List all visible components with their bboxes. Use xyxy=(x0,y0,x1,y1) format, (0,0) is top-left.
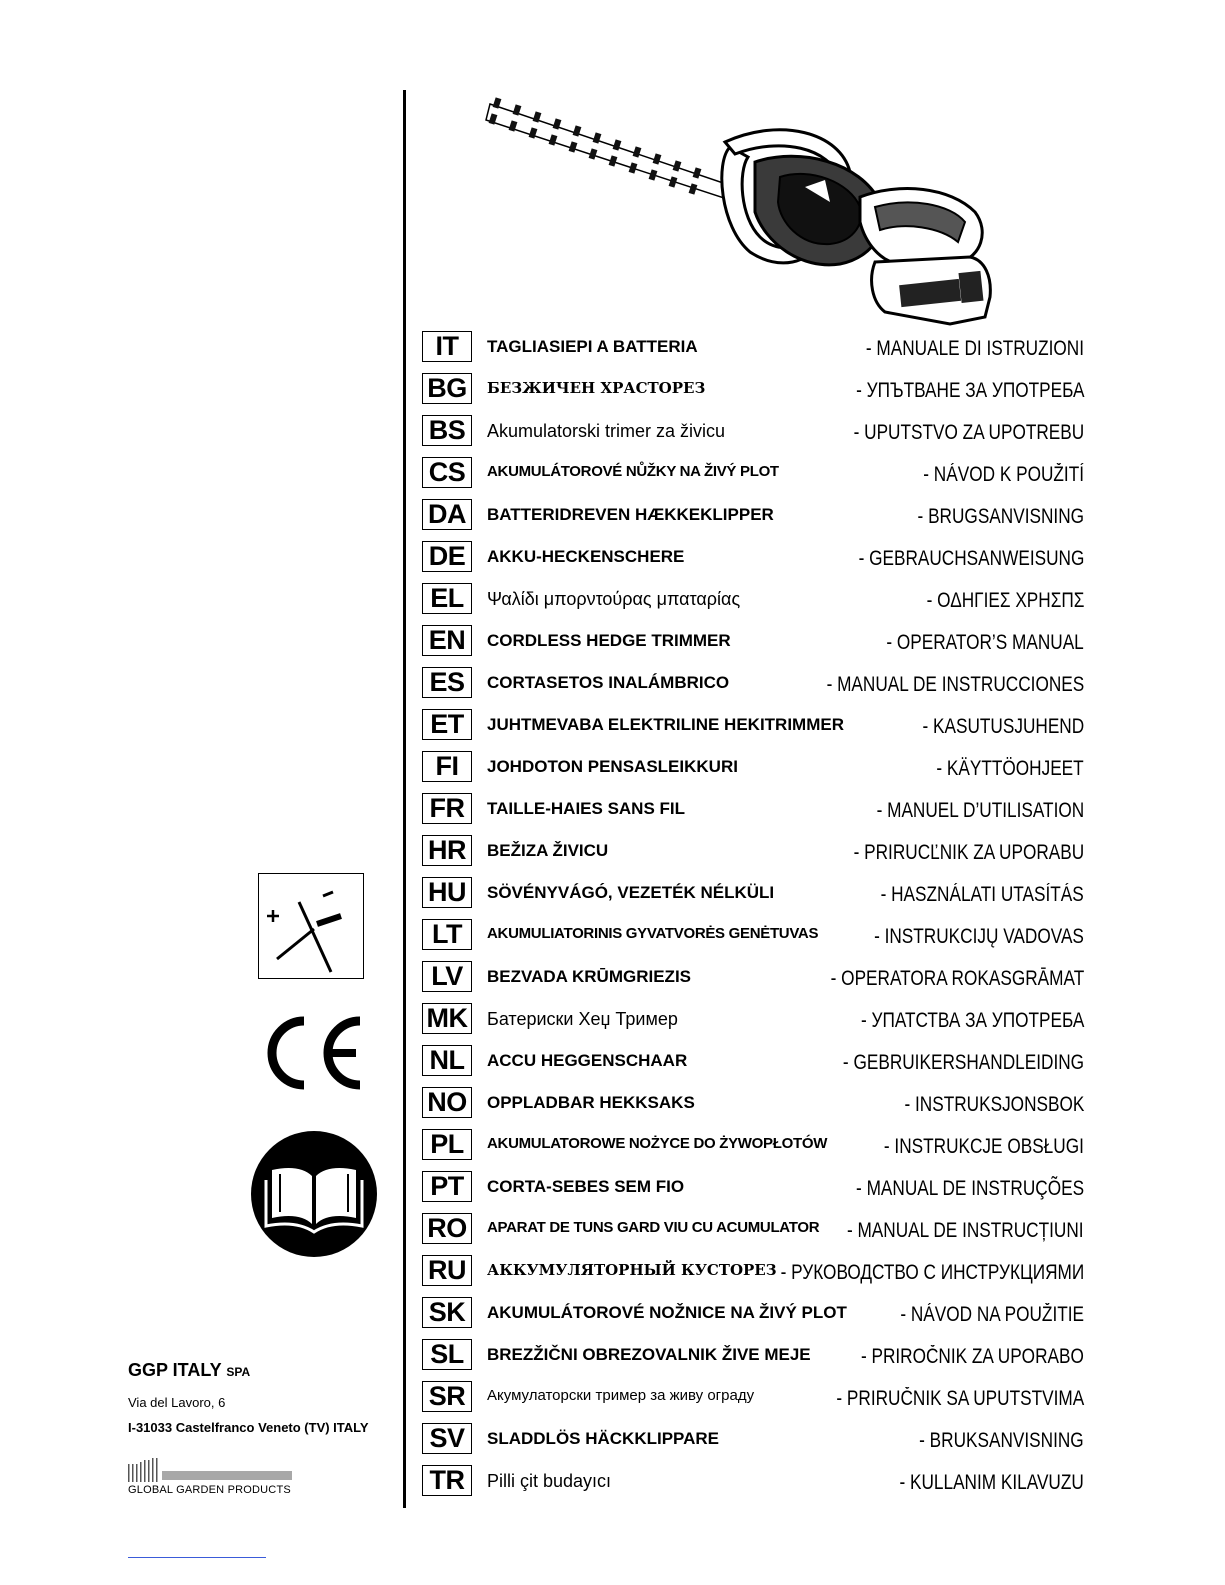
language-code: HR xyxy=(422,835,472,866)
language-row-tr xyxy=(422,1463,1102,1499)
language-row-no xyxy=(422,1085,1102,1121)
manual-title: - KULLANIM KILAVUZU xyxy=(899,1471,1084,1494)
language-code: PT xyxy=(422,1171,472,1202)
product-name: JOHDOTON PENSASLEIKKURI xyxy=(487,757,738,776)
product-name: OPPLADBAR HEKKSAKS xyxy=(487,1093,695,1112)
language-row-et xyxy=(422,707,1102,743)
product-name: AKKU-HECKENSCHERE xyxy=(487,547,685,566)
language-row-cs xyxy=(422,455,1102,491)
manual-title: - УПАТСТВА ЗА УПОТРЕБА xyxy=(860,1009,1084,1032)
language-code: RU xyxy=(422,1255,472,1286)
product-name: AKUMULÁTOROVÉ NOŽNICE NA ŽIVÝ PLOT xyxy=(487,1303,847,1322)
language-code: EL xyxy=(422,583,472,614)
company-name xyxy=(128,1360,369,1381)
product-name: БЕЗЖИЧЕН ХРАСТОРЕЗ xyxy=(487,379,706,397)
battery-symbol-icon xyxy=(258,873,364,979)
language-code: ET xyxy=(422,709,472,740)
product-name: SÖVÉNYVÁGÓ, VEZETÉK NÉLKÜLI xyxy=(487,883,775,902)
language-code: CS xyxy=(422,457,472,488)
language-row-fr xyxy=(422,791,1102,827)
language-code: SL xyxy=(422,1339,472,1370)
manual-title: - BRUKSANVISNING xyxy=(919,1429,1084,1452)
language-row-lt xyxy=(422,917,1102,953)
language-row-en xyxy=(422,623,1102,659)
product-name: BREZŽIČNI OBREZOVALNIK ŽIVE MEJE xyxy=(487,1345,811,1364)
manual-title: - BRUGSANVISNING xyxy=(917,505,1084,528)
manual-title: - УПЪТВАНЕ ЗА УПОТРЕБА xyxy=(855,379,1084,402)
product-name: JUHTMEVABA ELEKTRILINE HEKITRIMMER xyxy=(487,715,844,734)
manual-title: - MANUAL DE INSTRUÇÕES xyxy=(855,1177,1084,1200)
language-code: SR xyxy=(422,1381,472,1412)
manual-title: - KASUTUSJUHEND xyxy=(922,715,1084,738)
product-name: CORTA-SEBES SEM FIO xyxy=(487,1177,685,1196)
manual-title: - GEBRAUCHSANWEISUNG xyxy=(858,547,1084,570)
manual-title: - PRIROČNIK ZA UPORABO xyxy=(861,1345,1084,1368)
manual-title: - UPUTSTVO ZA UPOTREBU xyxy=(853,421,1084,444)
language-code: DE xyxy=(422,541,472,572)
manual-title: - ΟΔΗΓΙΕΣ ΧΡΗΣΠΣ xyxy=(926,589,1084,612)
manual-title: - INSTRUKCJE OBSŁUGI xyxy=(884,1135,1084,1158)
manual-title: - OPERATOR’S MANUAL xyxy=(886,631,1084,654)
language-row-it xyxy=(422,329,1102,365)
manual-title: - NÁVOD K POUŽITÍ xyxy=(923,463,1084,486)
language-code: RO xyxy=(422,1213,472,1244)
ce-mark-icon xyxy=(258,1013,364,1093)
vertical-divider xyxy=(403,90,406,1508)
language-row-bg xyxy=(422,371,1102,407)
manual-title: - INSTRUKSJONSBOK xyxy=(904,1093,1084,1116)
product-name: APARAT DE TUNS GARD VIU CU ACUMULATOR xyxy=(487,1219,820,1236)
product-name: Ψαλίδι μπορντούρας μπαταρίας xyxy=(487,589,741,609)
ggp-logo-text: GLOBAL GARDEN PRODUCTS xyxy=(128,1484,291,1496)
language-code: LV xyxy=(422,961,472,992)
language-row-da xyxy=(422,497,1102,533)
language-code: FR xyxy=(422,793,472,824)
read-manual-icon xyxy=(250,1130,378,1258)
manual-title: - HASZNÁLATI UTASÍTÁS xyxy=(880,883,1084,906)
language-code: DA xyxy=(422,499,472,530)
bottom-rule xyxy=(128,1557,266,1558)
language-row-sv xyxy=(422,1421,1102,1457)
language-row-mk xyxy=(422,1001,1102,1037)
manual-title: - MANUEL D’UTILISATION xyxy=(876,799,1084,822)
language-code: LT xyxy=(422,919,472,950)
manual-title: - GEBRUIKERSHANDLEIDING xyxy=(842,1051,1084,1074)
company-address-line2: I-31033 Castelfranco Veneto (TV) ITALY xyxy=(128,1420,369,1435)
language-row-sk xyxy=(422,1295,1102,1331)
manual-title: - INSTRUKCIJŲ VADOVAS xyxy=(874,925,1084,948)
product-name: AKUMULATOROWE NOŻYCE DO ŻYWOPŁOTÓW xyxy=(487,1135,828,1152)
product-name: АККУМУЛЯТОРНЫЙ КУСТОРЕЗ xyxy=(487,1261,777,1279)
product-name: AKUMULIATORINIS GYVATVORĖS GENĖTUVAS xyxy=(487,925,819,942)
company-address-line1: Via del Lavoro, 6 xyxy=(128,1395,226,1410)
language-row-el xyxy=(422,581,1102,617)
product-name: BEŽIZA ŽIVICU xyxy=(487,841,609,860)
language-code: SK xyxy=(422,1297,472,1328)
product-name: SLADDLÖS HÄCKKLIPPARE xyxy=(487,1429,720,1448)
hedge-trimmer-illustration xyxy=(480,92,1040,352)
language-row-ro xyxy=(422,1211,1102,1247)
company-info xyxy=(128,1360,369,1435)
product-name: TAGLIASIEPI A BATTERIA xyxy=(487,337,698,356)
language-row-hr xyxy=(422,833,1102,869)
product-name: CORDLESS HEDGE TRIMMER xyxy=(487,631,731,650)
manual-title: - OPERATORA ROKASGRĀMAT xyxy=(830,967,1084,990)
manual-title: - KÄYTTÖOHJEET xyxy=(936,757,1084,780)
language-code: BG xyxy=(422,373,472,404)
product-name: ACCU HEGGENSCHAAR xyxy=(487,1051,688,1070)
product-name: Батериски Хеџ Тример xyxy=(487,1009,678,1029)
language-row-pt xyxy=(422,1169,1102,1205)
language-row-sl xyxy=(422,1337,1102,1373)
language-code: PL xyxy=(422,1129,472,1160)
language-row-fi xyxy=(422,749,1102,785)
language-code: EN xyxy=(422,625,472,656)
manual-title: - MANUAL DE INSTRUCCIONES xyxy=(826,673,1084,696)
language-row-pl xyxy=(422,1127,1102,1163)
language-code: NL xyxy=(422,1045,472,1076)
language-code: NO xyxy=(422,1087,472,1118)
company-suffix: SPA xyxy=(226,1365,251,1379)
product-name: BATTERIDREVEN HÆKKEKLIPPER xyxy=(487,505,774,524)
product-name: CORTASETOS INALÁMBRICO xyxy=(487,673,730,692)
manual-title: - MANUAL DE INSTRUCȚIUNI xyxy=(847,1219,1084,1242)
language-code: TR xyxy=(422,1465,472,1496)
product-name: BEZVADA KRŪMGRIEZIS xyxy=(487,967,691,986)
product-name: Pilli çit budayıcı xyxy=(487,1471,612,1491)
language-row-hu xyxy=(422,875,1102,911)
language-code: FI xyxy=(422,751,472,782)
manual-title: - PRIRUCĽNIK ZA UPORABU xyxy=(853,841,1084,864)
language-row-ru xyxy=(422,1253,1102,1289)
manual-title: - PRIRUČNIK SA UPUTSTVIMA xyxy=(836,1387,1084,1410)
product-name: Akumulatorski trimer za živicu xyxy=(487,421,726,441)
language-code: BS xyxy=(422,415,472,446)
product-name: TAILLE-HAIES SANS FIL xyxy=(487,799,686,818)
language-code: IT xyxy=(422,331,472,362)
language-code: SV xyxy=(422,1423,472,1454)
language-row-sr xyxy=(422,1379,1102,1415)
manual-title: - NÁVOD NA POUŽITIE xyxy=(900,1303,1084,1326)
manual-title: - MANUALE DI ISTRUZIONI xyxy=(865,337,1084,360)
language-code: HU xyxy=(422,877,472,908)
product-name: AKUMULÁTOROVÉ NŮŽKY NA ŽIVÝ PLOT xyxy=(487,463,779,480)
language-row-bs xyxy=(422,413,1102,449)
language-code: MK xyxy=(422,1003,472,1034)
language-code: ES xyxy=(422,667,472,698)
language-row-lv xyxy=(422,959,1102,995)
language-row-nl xyxy=(422,1043,1102,1079)
company-name-text: GGP ITALY xyxy=(128,1360,222,1380)
manual-title: - РУКОВОДСТВО С ИНСТРУКЦИЯМИ xyxy=(780,1261,1084,1284)
product-name: Акумулаторски тример за живу ограду xyxy=(487,1387,755,1404)
language-row-es xyxy=(422,665,1102,701)
language-row-de xyxy=(422,539,1102,575)
